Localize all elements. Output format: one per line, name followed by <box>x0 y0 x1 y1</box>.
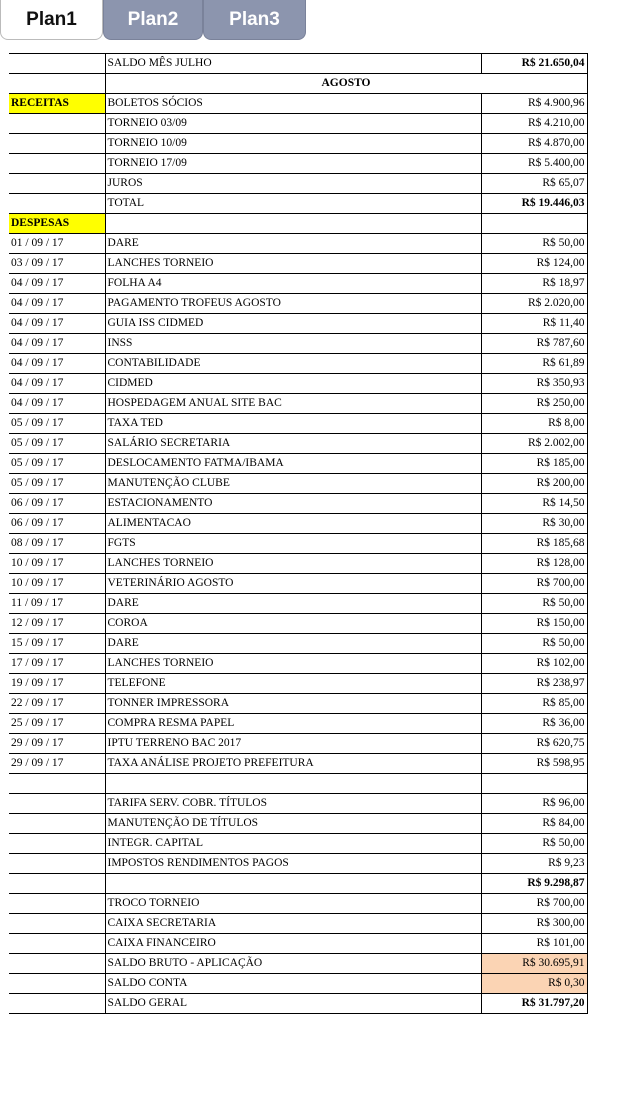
cell[interactable]: R$ 200,00 <box>481 474 587 494</box>
date-cell[interactable]: 05 / 09 / 17 <box>9 434 105 454</box>
table-row <box>9 434 587 454</box>
cell[interactable] <box>9 933 105 953</box>
receitas-total[interactable]: R$ 19.446,03 <box>481 194 587 214</box>
cell[interactable]: R$ 300,00 <box>481 913 587 933</box>
cell[interactable]: R$ 5.400,00 <box>481 154 587 174</box>
cell[interactable]: R$ 50,00 <box>481 594 587 614</box>
date-cell[interactable]: 06 / 09 / 17 <box>9 514 105 534</box>
date-cell[interactable]: 04 / 09 / 17 <box>9 374 105 394</box>
cell[interactable]: TORNEIO 03/09 <box>105 114 481 134</box>
cell[interactable]: TOTAL <box>105 194 481 214</box>
month-title[interactable]: AGOSTO <box>105 74 587 94</box>
table-row <box>9 254 587 274</box>
date-cell[interactable]: 04 / 09 / 17 <box>9 274 105 294</box>
cell[interactable]: IPTU TERRENO BAC 2017 <box>105 734 481 754</box>
date-cell[interactable]: 11 / 09 / 17 <box>9 594 105 614</box>
table-row <box>9 414 587 434</box>
cell[interactable]: GUIA ISS CIDMED <box>105 314 481 334</box>
table-row <box>9 214 587 234</box>
cell[interactable] <box>9 973 105 993</box>
table-row <box>9 913 587 933</box>
cell[interactable]: COROA <box>105 614 481 634</box>
table-row <box>9 694 587 714</box>
sheet-tabs <box>0 0 618 42</box>
cell[interactable]: DARE <box>105 234 481 254</box>
cell[interactable]: R$ 11,40 <box>481 314 587 334</box>
date-cell[interactable]: 04 / 09 / 17 <box>9 354 105 374</box>
cell[interactable]: R$ 700,00 <box>481 574 587 594</box>
cell[interactable]: COMPRA RESMA PAPEL <box>105 714 481 734</box>
cell[interactable]: R$ 84,00 <box>481 813 587 833</box>
table-row <box>9 294 587 314</box>
cell[interactable]: R$ 101,00 <box>481 933 587 953</box>
table-row <box>9 873 587 893</box>
table-row <box>9 154 587 174</box>
date-cell[interactable]: 17 / 09 / 17 <box>9 654 105 674</box>
date-cell[interactable]: 29 / 09 / 17 <box>9 754 105 774</box>
cell[interactable]: R$ 185,68 <box>481 534 587 554</box>
cell[interactable]: FGTS <box>105 534 481 554</box>
cell[interactable]: R$ 598,95 <box>481 754 587 774</box>
cell[interactable] <box>9 154 105 174</box>
table-row <box>9 754 587 774</box>
cell[interactable]: R$ 50,00 <box>481 234 587 254</box>
cell[interactable]: R$ 150,00 <box>481 614 587 634</box>
cell[interactable]: R$ 124,00 <box>481 254 587 274</box>
cell[interactable]: R$ 250,00 <box>481 394 587 414</box>
cell[interactable]: SALDO MÊS JULHO <box>105 54 481 74</box>
cell[interactable]: R$ 85,00 <box>481 694 587 714</box>
cell[interactable] <box>105 873 481 893</box>
table-row <box>9 714 587 734</box>
cell[interactable]: SALDO GERAL <box>105 993 481 1013</box>
saldo-geral-value[interactable]: R$ 31.797,20 <box>481 993 587 1013</box>
table-row <box>9 314 587 334</box>
date-cell[interactable]: 19 / 09 / 17 <box>9 674 105 694</box>
table-row <box>9 234 587 254</box>
cell[interactable]: TARIFA SERV. COBR. TÍTULOS <box>105 793 481 813</box>
cell[interactable]: TROCO TORNEIO <box>105 893 481 913</box>
cell[interactable]: R$ 18,97 <box>481 274 587 294</box>
cell[interactable] <box>9 873 105 893</box>
cell[interactable]: LANCHES TORNEIO <box>105 254 481 274</box>
cell[interactable] <box>9 174 105 194</box>
table-row <box>9 734 587 754</box>
cell[interactable]: R$ 128,00 <box>481 554 587 574</box>
cell[interactable]: DARE <box>105 594 481 614</box>
cell[interactable] <box>9 54 105 74</box>
cell[interactable]: TAXA ANÁLISE PROJETO PREFEITURA <box>105 754 481 774</box>
cell[interactable]: R$ 102,00 <box>481 654 587 674</box>
cell[interactable]: R$ 4.870,00 <box>481 134 587 154</box>
table-row <box>9 853 587 873</box>
cell[interactable] <box>9 194 105 214</box>
cell[interactable]: R$ 30,00 <box>481 514 587 534</box>
table-row <box>9 374 587 394</box>
table-row <box>9 594 587 614</box>
cell[interactable]: CONTABILIDADE <box>105 354 481 374</box>
cell[interactable]: TONNER IMPRESSORA <box>105 694 481 714</box>
date-cell[interactable]: 05 / 09 / 17 <box>9 474 105 494</box>
table-row <box>9 114 587 134</box>
tab-plan2[interactable]: Plan2 <box>103 0 203 40</box>
cell[interactable]: R$ 36,00 <box>481 714 587 734</box>
cell[interactable]: R$ 185,00 <box>481 454 587 474</box>
cell[interactable]: R$ 8,00 <box>481 414 587 434</box>
table-row <box>9 174 587 194</box>
cell[interactable] <box>9 953 105 973</box>
table-row <box>9 554 587 574</box>
cell[interactable]: R$ 30.695,91 <box>481 953 587 973</box>
date-cell[interactable]: 03 / 09 / 17 <box>9 254 105 274</box>
date-cell[interactable]: 29 / 09 / 17 <box>9 734 105 754</box>
cell[interactable]: PAGAMENTO TROFEUS AGOSTO <box>105 294 481 314</box>
table-row <box>9 654 587 674</box>
cell[interactable]: TORNEIO 10/09 <box>105 134 481 154</box>
table-row <box>9 893 587 913</box>
table-row <box>9 194 587 214</box>
table-row <box>9 933 587 953</box>
cell[interactable]: R$ 787,60 <box>481 334 587 354</box>
date-cell[interactable]: 06 / 09 / 17 <box>9 494 105 514</box>
cell[interactable] <box>105 214 481 234</box>
cell[interactable]: LANCHES TORNEIO <box>105 554 481 574</box>
cell[interactable]: SALDO CONTA <box>105 973 481 993</box>
cell[interactable]: TAXA TED <box>105 414 481 434</box>
cell[interactable]: R$ 50,00 <box>481 634 587 654</box>
cell[interactable]: TORNEIO 17/09 <box>105 154 481 174</box>
date-cell[interactable]: 05 / 09 / 17 <box>9 454 105 474</box>
table-row <box>9 454 587 474</box>
table-row <box>9 134 587 154</box>
cell[interactable]: R$ 700,00 <box>481 893 587 913</box>
cell[interactable] <box>9 114 105 134</box>
despesas-heading[interactable]: DESPESAS <box>9 214 105 234</box>
cell[interactable]: ESTACIONAMENTO <box>105 494 481 514</box>
cell[interactable]: CAIXA SECRETARIA <box>105 913 481 933</box>
table-row <box>9 474 587 494</box>
table-row <box>9 833 587 853</box>
table-row <box>9 674 587 694</box>
date-cell[interactable]: 25 / 09 / 17 <box>9 714 105 734</box>
table-row <box>9 793 587 813</box>
cell[interactable]: IMPOSTOS RENDIMENTOS PAGOS <box>105 853 481 873</box>
cell[interactable]: LANCHES TORNEIO <box>105 654 481 674</box>
cell[interactable]: TELEFONE <box>105 674 481 694</box>
cell[interactable]: INSS <box>105 334 481 354</box>
receitas-heading[interactable]: RECEITAS <box>9 94 105 114</box>
cell[interactable]: MANUTENÇÃO DE TÍTULOS <box>105 813 481 833</box>
cell[interactable] <box>9 993 105 1013</box>
date-cell[interactable]: 04 / 09 / 17 <box>9 334 105 354</box>
date-cell[interactable]: 04 / 09 / 17 <box>9 314 105 334</box>
cell[interactable] <box>105 774 481 794</box>
cell[interactable]: SALÁRIO SECRETARIA <box>105 434 481 454</box>
cell[interactable]: CIDMED <box>105 374 481 394</box>
table-row <box>9 274 587 294</box>
table-row <box>9 614 587 634</box>
date-cell[interactable]: 01 / 09 / 17 <box>9 234 105 254</box>
cell[interactable]: BOLETOS SÓCIOS <box>105 94 481 114</box>
table-row <box>9 953 587 973</box>
cell[interactable]: R$ 61,89 <box>481 354 587 374</box>
spreadsheet-grid <box>9 53 588 1014</box>
cell[interactable] <box>9 134 105 154</box>
cell[interactable] <box>481 774 587 794</box>
table-row <box>9 94 587 114</box>
cell[interactable]: R$ 350,93 <box>481 374 587 394</box>
cell[interactable]: R$ 620,75 <box>481 734 587 754</box>
date-cell[interactable]: 15 / 09 / 17 <box>9 634 105 654</box>
cell[interactable]: JUROS <box>105 174 481 194</box>
tab-plan3[interactable]: Plan3 <box>203 0 306 40</box>
date-cell[interactable]: 04 / 09 / 17 <box>9 394 105 414</box>
date-cell[interactable]: 22 / 09 / 17 <box>9 694 105 714</box>
cell[interactable]: R$ 96,00 <box>481 793 587 813</box>
cell[interactable]: R$ 4.210,00 <box>481 114 587 134</box>
table-row <box>9 494 587 514</box>
table-row <box>9 813 587 833</box>
table-row <box>9 774 587 794</box>
cell[interactable]: VETERINÁRIO AGOSTO <box>105 574 481 594</box>
cell[interactable] <box>9 813 105 833</box>
cell[interactable]: R$ 4.900,96 <box>481 94 587 114</box>
cell[interactable]: R$ 2.002,00 <box>481 434 587 454</box>
date-cell[interactable]: 10 / 09 / 17 <box>9 574 105 594</box>
cell[interactable] <box>9 833 105 853</box>
cell[interactable]: R$ 0,30 <box>481 973 587 993</box>
date-cell[interactable]: 10 / 09 / 17 <box>9 554 105 574</box>
date-cell[interactable]: 04 / 09 / 17 <box>9 294 105 314</box>
cell[interactable] <box>9 913 105 933</box>
cell[interactable]: R$ 21.650,04 <box>481 54 587 74</box>
cell[interactable] <box>9 774 105 794</box>
table-row <box>9 574 587 594</box>
cell[interactable]: R$ 2.020,00 <box>481 294 587 314</box>
table-row <box>9 354 587 374</box>
table-row <box>9 54 587 74</box>
cell[interactable]: R$ 50,00 <box>481 833 587 853</box>
date-cell[interactable]: 08 / 09 / 17 <box>9 534 105 554</box>
cell[interactable] <box>9 793 105 813</box>
table-row <box>9 634 587 654</box>
date-cell[interactable]: 05 / 09 / 17 <box>9 414 105 434</box>
cell[interactable]: R$ 238,97 <box>481 674 587 694</box>
cell[interactable]: R$ 65,07 <box>481 174 587 194</box>
cell[interactable]: ALIMENTACAO <box>105 514 481 534</box>
table-row <box>9 993 587 1013</box>
cell[interactable]: DESLOCAMENTO FATMA/IBAMA <box>105 454 481 474</box>
table-row <box>9 334 587 354</box>
cell[interactable]: DARE <box>105 634 481 654</box>
cell[interactable] <box>9 853 105 873</box>
table-row <box>9 74 587 94</box>
despesas-total[interactable]: R$ 9.298,87 <box>481 873 587 893</box>
cell[interactable]: INTEGR. CAPITAL <box>105 833 481 853</box>
cell[interactable]: MANUTENÇÃO CLUBE <box>105 474 481 494</box>
cell[interactable]: SALDO BRUTO - APLICAÇÃO <box>105 953 481 973</box>
cell[interactable]: R$ 9,23 <box>481 853 587 873</box>
cell[interactable]: CAIXA FINANCEIRO <box>105 933 481 953</box>
cell[interactable]: FOLHA A4 <box>105 274 481 294</box>
cell[interactable]: R$ 14,50 <box>481 494 587 514</box>
table-row <box>9 514 587 534</box>
cell[interactable] <box>9 893 105 913</box>
table-row <box>9 534 587 554</box>
cell[interactable]: HOSPEDAGEM ANUAL SITE BAC <box>105 394 481 414</box>
cell[interactable] <box>9 74 105 94</box>
table-row <box>9 973 587 993</box>
cell[interactable] <box>481 214 587 234</box>
tab-plan1[interactable]: Plan1 <box>0 0 103 40</box>
table-row <box>9 394 587 414</box>
date-cell[interactable]: 12 / 09 / 17 <box>9 614 105 634</box>
